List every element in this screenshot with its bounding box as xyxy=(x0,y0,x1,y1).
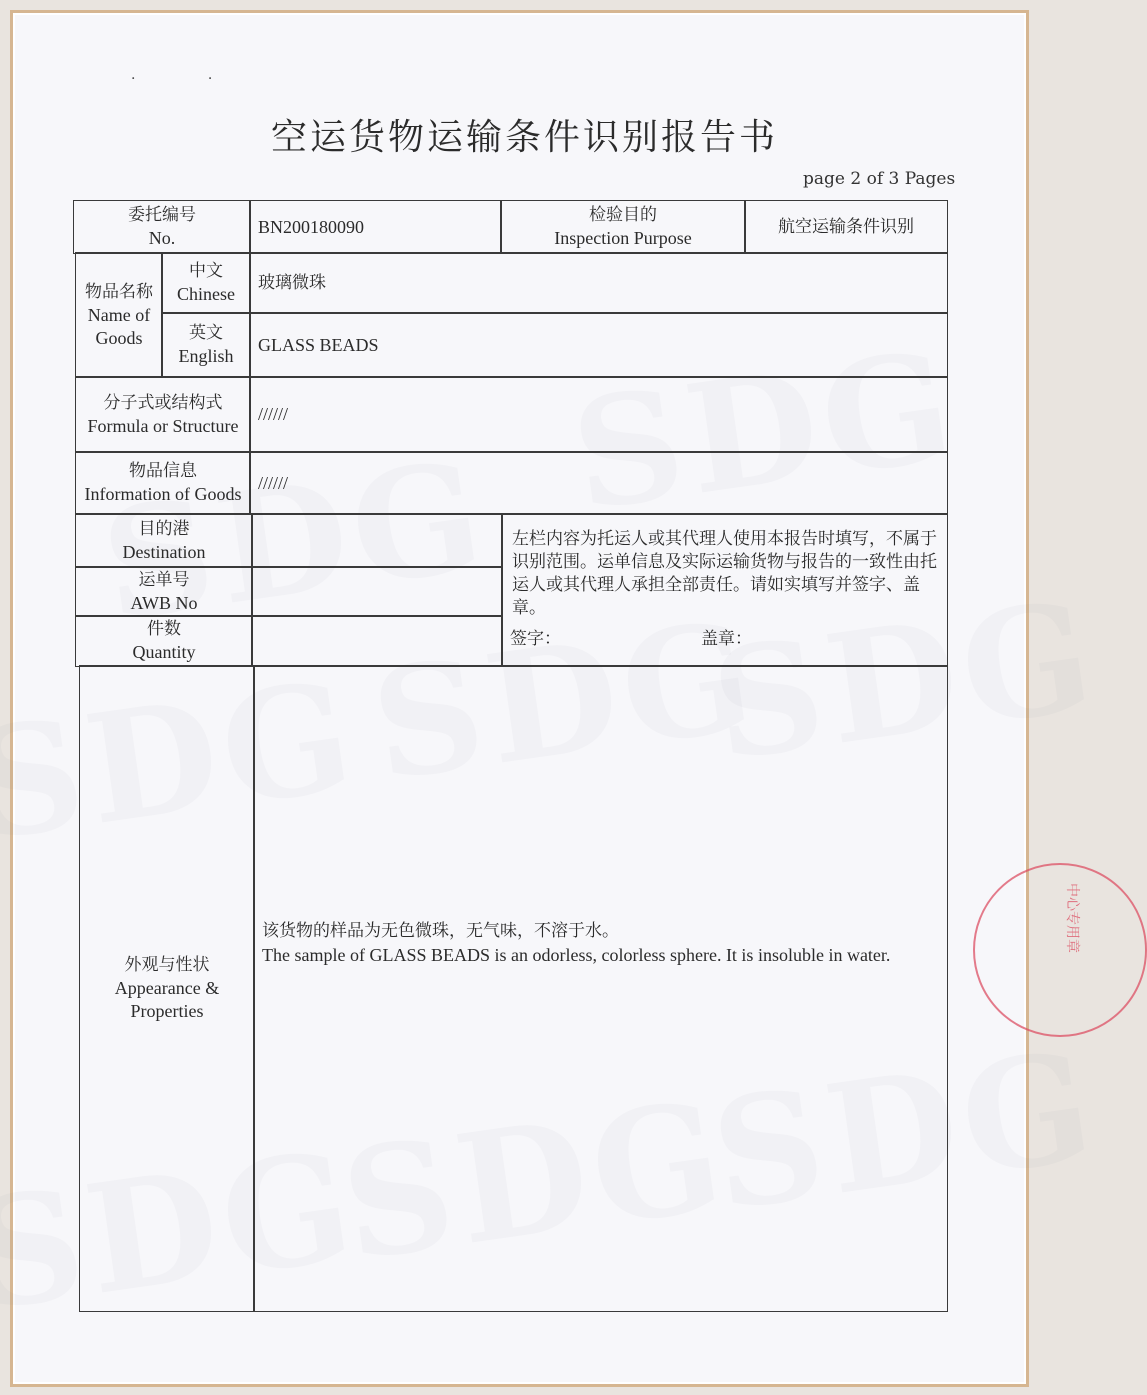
destination-label-en: Destination xyxy=(122,541,206,562)
chinese-label-en: Chinese xyxy=(177,284,235,304)
purpose-value-cell xyxy=(744,200,948,254)
no-label-zh: 委托编号 xyxy=(128,205,196,225)
appearance-label-cell xyxy=(79,665,255,1312)
english-label-en: English xyxy=(178,346,234,366)
chinese-value-cell xyxy=(249,252,948,314)
chinese-label-cell xyxy=(161,252,251,314)
no-label-en: No. xyxy=(148,228,176,248)
destination-value-cell[interactable] xyxy=(251,513,503,568)
appearance-label-en-2: Properties xyxy=(130,1001,204,1021)
page-title: 空运货物运输条件识别报告书 xyxy=(270,117,778,158)
chinese-label-zh: 中文 xyxy=(189,261,223,281)
report-table xyxy=(73,200,948,1312)
purpose-value: 航空运输条件识别 xyxy=(778,216,914,237)
info-value: ////// xyxy=(258,472,289,493)
no-value: BN200180090 xyxy=(258,216,365,237)
shipper-note-cell xyxy=(501,513,948,667)
stamp-text: 中心专用章 xyxy=(1064,883,1080,953)
awb-value-cell[interactable] xyxy=(251,566,503,617)
purpose-label-cell xyxy=(500,200,746,254)
destination-label-cell xyxy=(75,513,253,568)
appearance-value-en: The sample of GLASS BEADS is an odorless, colorless sphere. It is insoluble in water. xyxy=(262,944,891,965)
no-value-cell xyxy=(249,200,502,254)
page-number: page 2 of 3 Pages xyxy=(803,169,956,189)
purpose-label-en: Inspection Purpose xyxy=(554,228,692,248)
document-page xyxy=(10,10,1080,1387)
formula-label-cell xyxy=(75,376,251,453)
appearance-value-cell xyxy=(253,665,948,1312)
sign-row xyxy=(502,620,947,651)
quantity-value-cell[interactable] xyxy=(251,615,503,667)
formula-value-cell xyxy=(249,376,948,453)
official-seal-stamp xyxy=(973,863,1147,1037)
formula-label-en: Formula or Structure xyxy=(87,415,239,436)
english-value: GLASS BEADS xyxy=(258,334,379,355)
info-value-cell xyxy=(249,451,948,515)
awb-label-cell xyxy=(75,566,253,617)
goods-label-cell xyxy=(75,252,163,378)
appearance-label-zh: 外观与性状 xyxy=(124,955,210,975)
info-label-zh: 物品信息 xyxy=(129,461,197,481)
awb-label-en: AWB No xyxy=(130,592,198,613)
quantity-label-zh: 件数 xyxy=(147,619,181,639)
formula-value: ////// xyxy=(258,404,289,424)
english-label-cell xyxy=(161,312,251,378)
quantity-label-cell xyxy=(75,615,253,667)
goods-label-zh: 物品名称 xyxy=(85,281,153,302)
appearance-label-en-1: Appearance & xyxy=(114,978,220,998)
info-label-cell xyxy=(75,451,251,515)
appearance-value xyxy=(254,919,947,967)
quantity-label-en: Quantity xyxy=(132,642,196,662)
goods-label-en: Name of Goods xyxy=(87,304,151,348)
appearance-value-zh: 该货物的样品为无色微珠，无气味，不溶于水。 xyxy=(262,920,619,941)
chinese-value: 玻璃微珠 xyxy=(258,272,326,293)
purpose-label-zh: 检验目的 xyxy=(589,205,657,225)
destination-label-zh: 目的港 xyxy=(138,518,190,539)
english-value-cell xyxy=(249,312,948,378)
seal-label: 盖章： xyxy=(701,629,752,649)
info-label-en: Information of Goods xyxy=(84,484,242,504)
awb-label-zh: 运单号 xyxy=(138,569,190,590)
english-label-zh: 英文 xyxy=(189,323,223,343)
formula-label-zh: 分子式或结构式 xyxy=(103,392,223,413)
shipper-note: 左栏内容为托运人或其代理人使用本报告时填写，不属于识别范围。运单信息及实际运输货物与报告的一致性由托运人或其代理人承担全部责任。请如实填写并签字、盖章。 xyxy=(512,529,937,618)
signature-label: 签字： xyxy=(510,629,561,649)
no-label-cell xyxy=(73,200,251,254)
header-dots: · · xyxy=(131,71,247,87)
